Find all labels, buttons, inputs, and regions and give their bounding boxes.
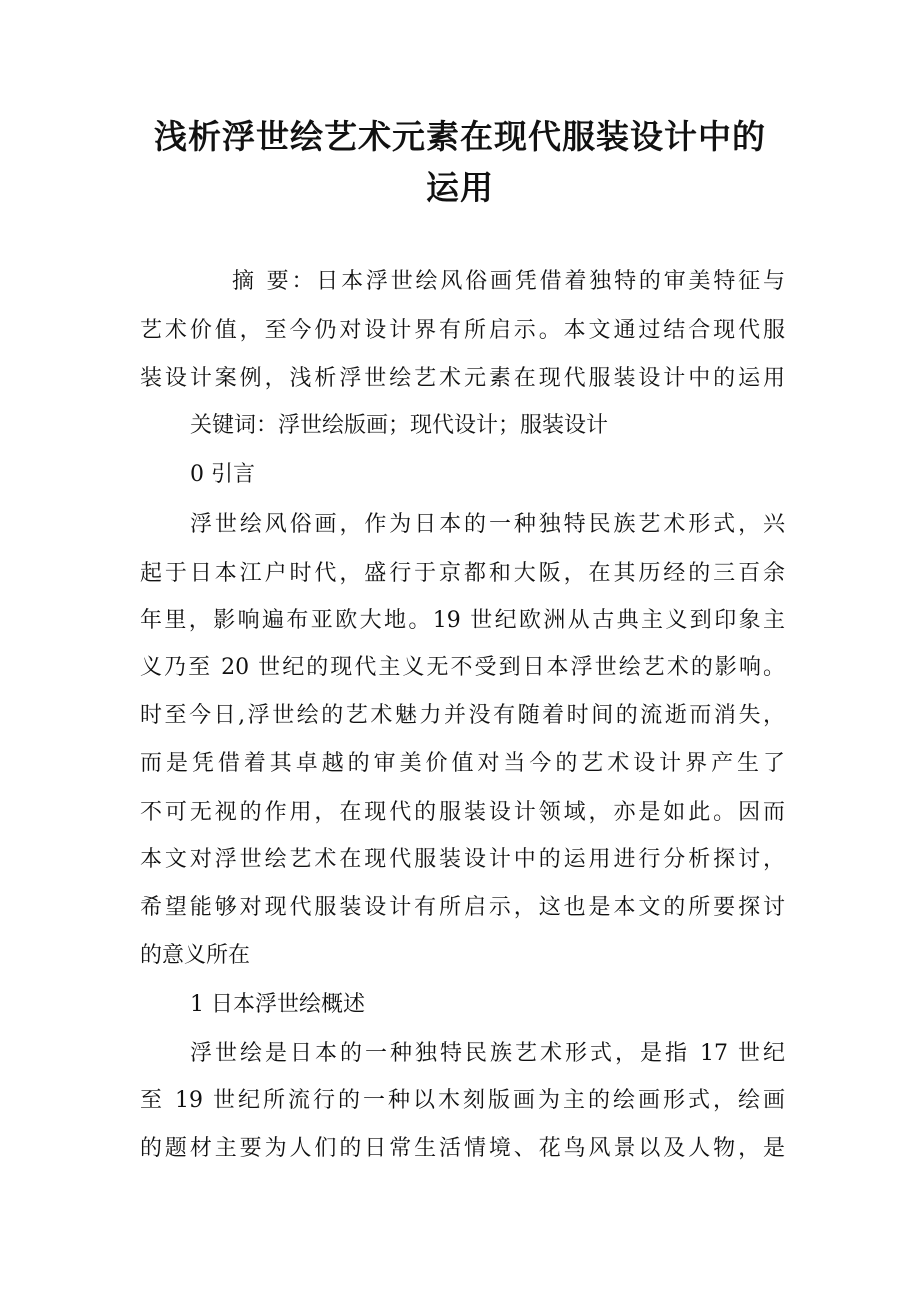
paragraph-line: 义乃至 20 世纪的现代主义无不受到日本浮世绘艺术的影响。 [140, 655, 785, 680]
paragraph-line: 至 19 世纪所流行的一种以木刻版画为主的绘画形式，绘画 [140, 1088, 785, 1113]
paragraph-line: 希望能够对现代服装设计有所启示，这也是本文的所要探讨 [140, 895, 785, 920]
paragraph-line: 浮世绘是日本的一种独特民族艺术形式，是指 17 世纪 [190, 1041, 785, 1066]
paragraph-line: 时至今日,浮世绘的艺术魅力并没有随着时间的流逝而消失， [140, 703, 785, 728]
document-title-line-1: 浅析浮世绘艺术元素在现代服装设计中的 [154, 117, 766, 156]
document-title-line-2: 运用 [426, 168, 494, 207]
paragraph-line: 年里，影响遍布亚欧大地。19 世纪欧洲从古典主义到印象主 [140, 608, 785, 633]
paragraph-line: 而是凭借着其卓越的审美价值对当今的艺术设计界产生了 [140, 751, 785, 776]
paragraph-line: 浮世绘风俗画，作为日本的一种独特民族艺术形式，兴 [190, 512, 785, 537]
keywords-line: 关键词：浮世绘版画；现代设计；服装设计 [190, 413, 609, 438]
section-heading-introduction: 0 引言 [190, 462, 255, 487]
paragraph-line: 的题材主要为人们的日常生活情境、花鸟风景以及人物，是 [140, 1136, 785, 1161]
paragraph-line: 起于日本江户时代，盛行于京都和大阪，在其历经的三百余 [140, 561, 785, 586]
section-heading-ukiyoe-overview: 1 日本浮世绘概述 [190, 992, 365, 1017]
abstract-line: 装设计案例，浅析浮世绘艺术元素在现代服装设计中的运用 [140, 366, 785, 391]
paragraph-line: 本文对浮世绘艺术在现代服装设计中的运用进行分析探讨， [140, 847, 785, 872]
paragraph-line: 不可无视的作用，在现代的服装设计领域，亦是如此。因而 [140, 800, 785, 825]
abstract-line: 艺术价值，至今仍对设计界有所启示。本文通过结合现代服 [140, 318, 785, 343]
abstract-line: 摘 要：日本浮世绘风俗画凭借着独特的审美特征与 [232, 269, 785, 294]
paragraph-line: 的意义所在 [140, 943, 251, 968]
